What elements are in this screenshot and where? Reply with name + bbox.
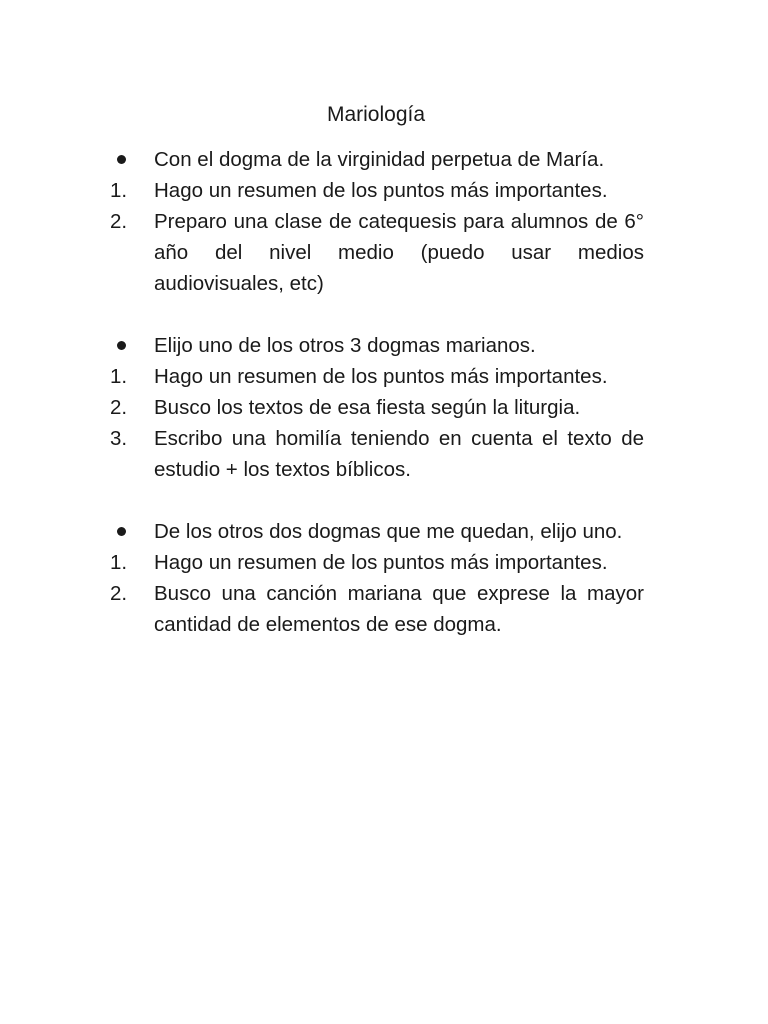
bullet-item (110, 516, 644, 547)
list-number: 2. (110, 396, 128, 419)
section-otros-dogmas (110, 330, 644, 485)
bullet-text: Elijo uno de los otros 3 dogmas marianos. (154, 334, 536, 357)
document-content (110, 144, 644, 671)
list-item (110, 578, 644, 640)
list-item (110, 423, 644, 485)
list-item (110, 206, 644, 299)
list-number: 3. (110, 427, 128, 450)
list-item-text: Escribo una homilía teniendo en cuenta el texto de estudio + los textos bíblicos. (154, 427, 644, 481)
list-item-text: Hago un resumen de los puntos más importantes. (154, 551, 608, 574)
document-title: Mariología (326, 103, 426, 126)
list-item-text: Busco los textos de esa fiesta según la liturgia. (154, 396, 581, 419)
bullet-item (110, 330, 644, 361)
list-item (110, 392, 644, 423)
bullet-text: Con el dogma de la virginidad perpetua de María. (154, 148, 605, 171)
list-item-text: Busco una canción mariana que exprese la mayor cantidad de elementos de ese dogma. (154, 582, 644, 636)
list-item-text: Preparo una clase de catequesis para alumnos de 6° año del nivel medio (puedo usar medios audiovisuales, etc) (154, 210, 644, 295)
section-dogmas-restantes (110, 516, 644, 640)
list-number: 1. (110, 179, 128, 202)
list-number: 1. (110, 365, 128, 388)
section-virginidad-perpetua (110, 144, 644, 299)
list-item (110, 547, 644, 578)
list-number: 2. (110, 210, 128, 233)
list-number: 2. (110, 582, 128, 605)
list-number: 1. (110, 551, 128, 574)
list-item-text: Hago un resumen de los puntos más importantes. (154, 179, 608, 202)
bullet-item (110, 144, 644, 175)
bullet-text: De los otros dos dogmas que me quedan, elijo uno. (154, 520, 623, 543)
list-item-text: Hago un resumen de los puntos más importantes. (154, 365, 608, 388)
list-item (110, 361, 644, 392)
list-item (110, 175, 644, 206)
